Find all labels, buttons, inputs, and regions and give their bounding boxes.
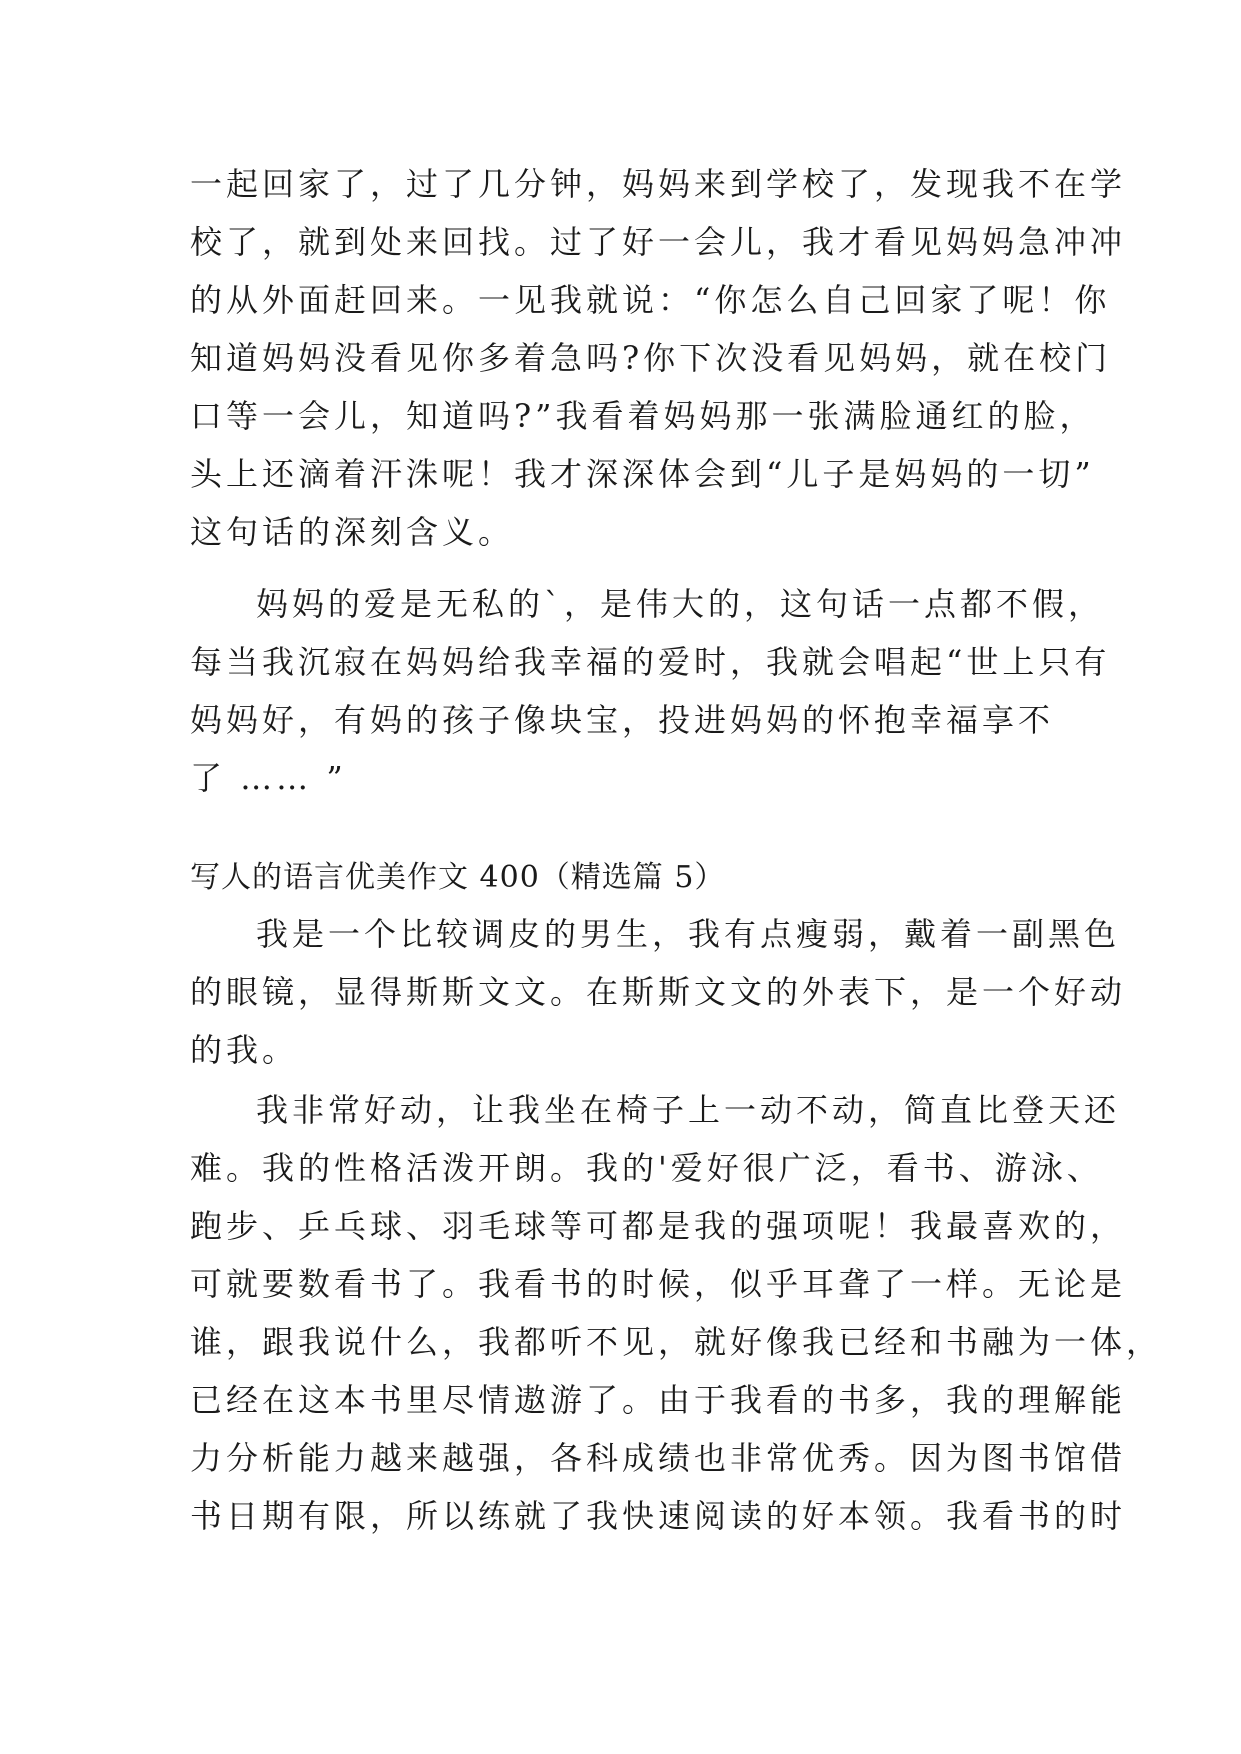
text-line: 力分析能力越来越强，各科成绩也非常优秀。因为图书馆借 — [190, 1439, 1127, 1477]
text-line: 妈妈的爱是无私的`，是伟大的，这句话一点都不假， — [256, 585, 1105, 623]
paragraph-self-intro — [190, 905, 1127, 1079]
text-line: 跑步、乒乓球、羽毛球等可都是我的强项呢！我最喜欢的， — [190, 1207, 1127, 1245]
text-line: 口等一会儿，知道吗?”我看着妈妈那一张满脸通红的脸， — [190, 397, 1096, 435]
text-line: 每当我沉寂在妈妈给我幸福的爱时，我就会唱起“世上只有 — [190, 643, 1111, 681]
text-line: 书日期有限，所以练就了我快速阅读的好本领。我看书的时 — [190, 1497, 1127, 1535]
text-line: 头上还滴着汗洙呢！我才深深体会到“儿子是妈妈的一切” — [190, 455, 1095, 493]
text-line: 的从外面赶回来。一见我就说：“你怎么自己回家了呢！你 — [190, 281, 1111, 319]
paragraph-mother-search — [190, 155, 1127, 561]
text-line: 可就要数看书了。我看书的时候，似乎耳聋了一样。无论是 — [190, 1265, 1127, 1303]
text-line: 这句话的深刻含义。 — [190, 513, 515, 551]
paragraph-hobbies — [190, 1081, 1163, 1545]
text-line: 的眼镜，显得斯斯文文。在斯斯文文的外表下，是一个好动 — [190, 973, 1127, 1011]
text-line: 已经在这本书里尽情遨游了。由于我看的书多，我的理解能 — [190, 1381, 1127, 1419]
text-line: 的我。 — [190, 1031, 299, 1069]
text-line: 校了，就到处来回找。过了好一会儿，我才看见妈妈急冲冲 — [190, 223, 1127, 261]
text-line: 谁，跟我说什么，我都听不见，就好像我已经和书融为一体， — [190, 1323, 1163, 1361]
text-line: 我是一个比较调皮的男生，我有点瘦弱，戴着一副黑色 — [256, 915, 1121, 953]
text-line: 妈妈好，有妈的孩子像块宝，投进妈妈的怀抱幸福享不 — [190, 701, 1055, 739]
paragraph-mother-love — [190, 575, 1111, 807]
text-line: 难。我的性格活泼开朗。我的'爱好很广泛，看书、游泳、 — [190, 1149, 1103, 1187]
text-line: 了 …… ” — [190, 759, 347, 797]
text-line: 我非常好动，让我坐在椅子上一动不动，简直比登天还 — [256, 1091, 1121, 1129]
text-line: 一起回家了，过了几分钟，妈妈来到学校了，发现我不在学 — [190, 165, 1127, 203]
section-heading: 写人的语言优美作文 400（精选篇 5） — [190, 860, 726, 895]
text-line: 知道妈妈没看见你多着急吗?你下次没看见妈妈，就在校门 — [190, 339, 1112, 377]
